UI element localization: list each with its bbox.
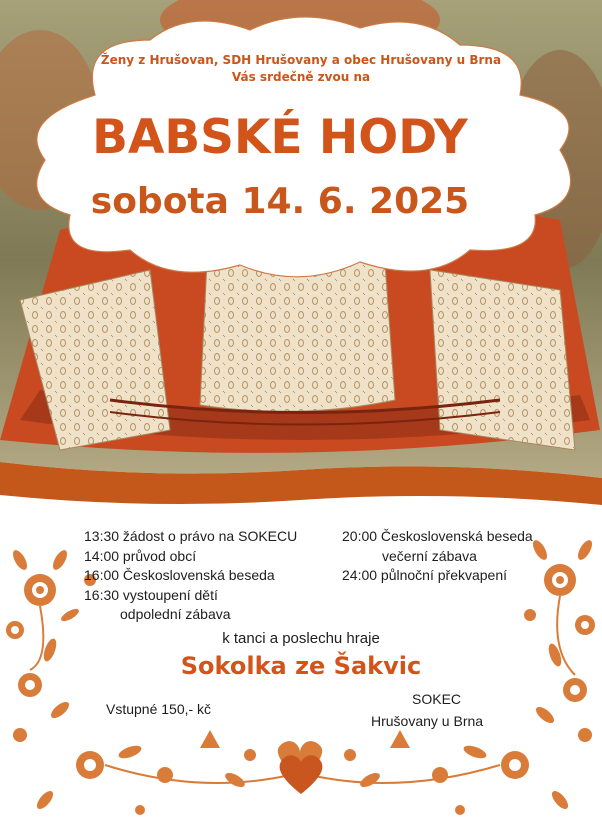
music-intro: k tanci a poslechu hraje — [222, 630, 380, 647]
venue-name: SOKEC — [412, 691, 462, 707]
schedule-afternoon — [84, 527, 297, 625]
band-name: Sokolka ze Šakvic — [180, 652, 422, 680]
schedule-item: 16:00 Československá beseda — [84, 567, 275, 583]
schedule-item: 20:00 Československá beseda — [342, 528, 533, 544]
schedule-item: večerní zábava — [382, 547, 477, 564]
heart-icon — [276, 752, 326, 796]
schedule-item: odpolední zábava — [120, 606, 231, 622]
schedule-item: 14:00 průvod obcí — [84, 547, 197, 564]
schedule-item: 16:30 vystoupení dětí — [84, 586, 218, 603]
invitation-line: Vás srdečně zvou na — [231, 70, 371, 84]
event-title: BABSKÉ HODY — [92, 110, 468, 165]
venue-town: Hrušovany u Brna — [371, 713, 484, 729]
schedule-item: 24:00 půlnoční překvapení — [342, 567, 508, 583]
entry-fee: Vstupné 150,- kč — [106, 701, 212, 717]
schedule-evening — [342, 527, 533, 586]
schedule-item: 13:30 žádost o právo na SOKECU — [84, 528, 298, 544]
event-date: sobota 14. 6. 2025 — [90, 181, 470, 222]
organizers-line: Ženy z Hrušovan, SDH Hrušovany a obec Hrušovany u Brna — [100, 53, 502, 67]
